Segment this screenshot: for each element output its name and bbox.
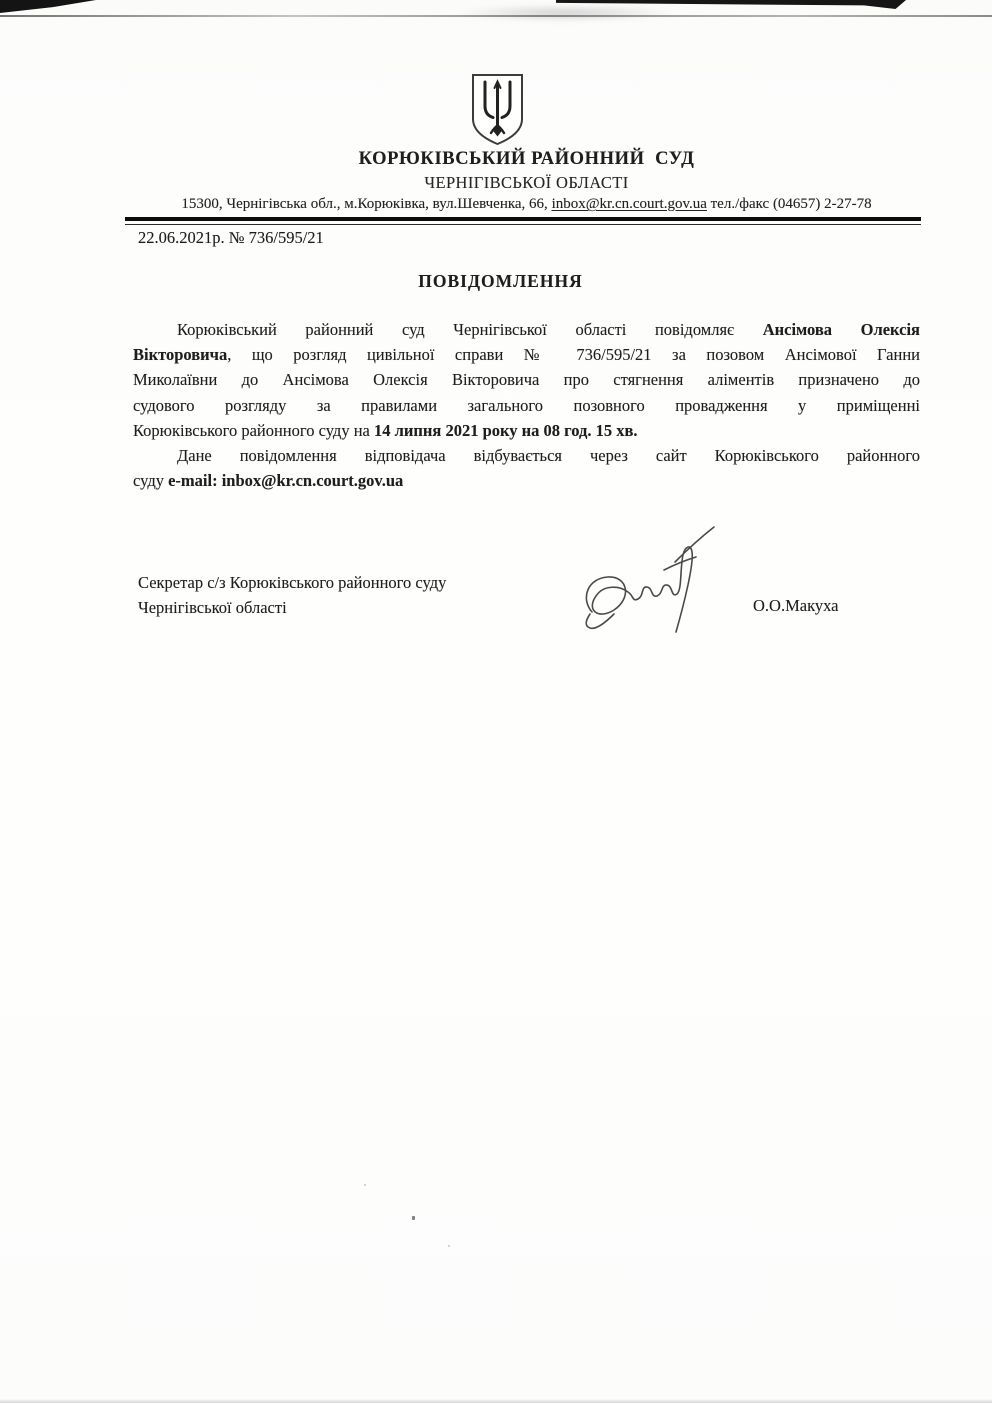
body-line — [133, 317, 920, 342]
body-text-segment-bold: Вікторовича — [133, 345, 228, 365]
document-content — [133, 0, 920, 1403]
body-line: Дане повідомлення відповідача відбувається через сайт Корюківського районного — [177, 446, 920, 466]
body-line — [133, 342, 920, 367]
scan-artifact-top-left — [0, 0, 96, 13]
signer-role-line: Чернігівської області — [138, 598, 287, 617]
court-address-suffix: тел./факс (04657) 2-27-78 — [706, 196, 872, 212]
body-text-segment: , що розгляд цивільної справи № 736/595/21 за позовом Ансімової Ганни — [227, 345, 920, 365]
document-title: ПОВІДОМЛЕННЯ — [418, 271, 583, 291]
handwritten-signature — [576, 524, 718, 646]
body-text-segment-bold: e-mail: inbox@kr.cn.court.gov.ua — [168, 471, 404, 491]
ukraine-trident-emblem-icon — [469, 72, 526, 147]
court-email: inbox@kr.cn.court.gov.ua — [551, 196, 707, 212]
signer-role — [138, 570, 446, 620]
document-body — [133, 317, 920, 493]
document-date: 22.06.2021р. — [138, 228, 225, 247]
body-text-segment: Корюківського районного суду на — [133, 420, 374, 440]
reference-number-line — [138, 228, 324, 248]
court-name: КОРЮКІВСЬКИЙ РАЙОННИЙ СУД — [358, 149, 695, 169]
court-region: ЧЕРНІГІВСЬКОЇ ОБЛАСТІ — [424, 173, 629, 192]
court-address-line — [133, 196, 920, 213]
body-line: судового розгляду за правилами загального позовного провадження у приміщенні — [133, 395, 920, 415]
case-number: № 736/595/21 — [228, 228, 324, 247]
court-address-prefix: 15300, Чернігівська обл., м.Корюківка, вул.Шевченка, 66, — [181, 196, 552, 212]
body-text-segment: Корюківський районний суд Чернігівської області повідомляє — [177, 320, 763, 339]
body-line — [133, 418, 920, 443]
signer-role-line: Секретар с/з Корюківського районного суду — [138, 573, 447, 592]
signature-section — [133, 566, 920, 686]
body-text-segment: суду — [133, 471, 169, 491]
body-line — [133, 468, 920, 493]
letterhead-divider — [125, 217, 921, 225]
body-text-segment-bold: 14 липня 2021 року на 08 год. 15 хв. — [373, 420, 638, 440]
body-line: Миколаївни до Ансімова Олексія Вікторовича про стягнення аліментів призначено до — [133, 370, 920, 390]
body-text-segment-bold: Ансімова Олексія — [762, 320, 920, 339]
signer-name: О.О.Макуха — [753, 596, 839, 615]
